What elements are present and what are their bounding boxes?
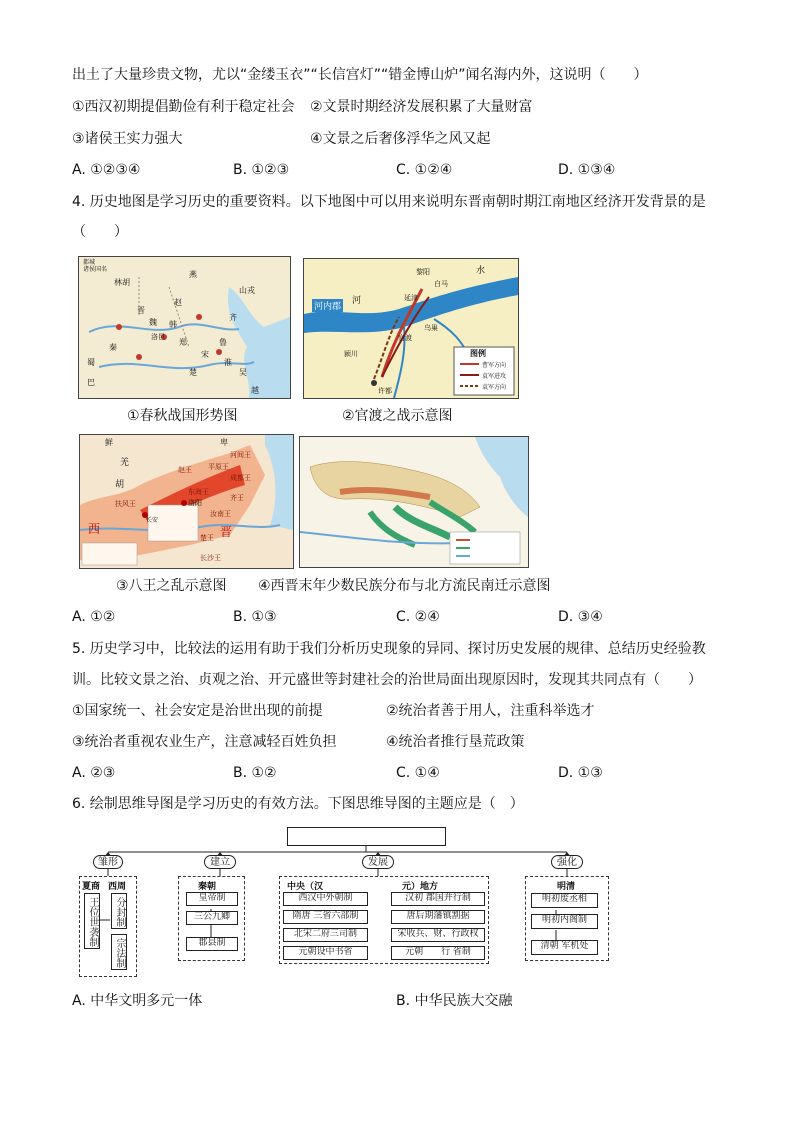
map1-label: 洛邑 [151,333,165,341]
q4-stem: 4. 历史地图是学习历史的重要资料。以下地图中可以用来说明东晋南朝时期江南地区经济开发背景的是 [72,194,706,210]
map2-legend-item: 袁军方向 [482,384,507,391]
central-item-3: 北宋二府三司制 [283,928,368,942]
map3-label: 羌 [120,458,130,468]
establish-item-3: 郡县制 [186,937,238,951]
map1-label: 蜀 [87,358,95,367]
q5-option-c[interactable]: C. ①④ [396,765,440,781]
q6-option-a[interactable]: A. 中华文明多元一体 [72,993,203,1009]
q5-stem-line2: 训。比较文景之治、贞观之治、开元盛世等封建社会的治世局面出现原因时，发现其共同点有（ ） [72,672,702,688]
map3-label: 卑 [220,438,228,447]
map1-label: 宋 [201,350,209,359]
establish-era: 秦朝 [198,882,217,892]
map4-caption: ④西晋末年少数民族分布与北方流民南迁示意图 [258,578,551,594]
map2-label: 乌巢 [424,324,438,332]
q5-statement-4: ④统治者推行垦荒政策 [386,734,525,750]
map3-label: 晋 [220,525,233,539]
q3-statement-2: ②文景时期经济发展积累了大量财富 [310,99,533,115]
q5-statement-1: ①国家统一、社会安定是治世出现的前提 [72,703,323,719]
map3-label: 胡 [115,480,125,490]
mindmap-title-box[interactable] [287,827,446,846]
map1-label: 山戎 [239,286,255,295]
fen-feng-box: 分封制 [111,893,127,929]
central-item-2: 隋唐 三省六部制 [283,910,368,924]
branch-establish: 建立 [204,855,236,869]
map2-label: 颍川 [344,350,358,358]
embryo-western-zhou: 西周 [108,882,127,892]
q5-option-a[interactable]: A. ②③ [72,765,116,781]
map-spring-autumn-legend: 都城 诸侯国名 [83,259,108,273]
q5-option-d[interactable]: D. ①③ [558,765,603,781]
map1-label: 韩 [169,320,177,329]
q6-stem: 6. 绘制思维导图是学习历史的有效方法。下图思维导图的主题应是（ ） [72,796,524,812]
map1-label: 郑 [179,338,187,347]
establish-item-2: 三公九卿 [186,911,238,925]
branch-embryo: 雏形 [93,855,123,869]
central-item-4: 元朝设中书省 [283,946,368,960]
map3-label: 汝南王 [210,510,231,518]
map1-label: 晋 [137,306,145,315]
q3-option-b[interactable]: B. ①②③ [233,162,290,178]
q4-option-b[interactable]: B. ①③ [233,609,277,625]
establish-item-1: 皇帝制 [186,892,238,906]
map1-label: 淮 [224,358,232,367]
map1-label: 鲁 [219,338,227,347]
map1-label: 楚 [189,368,197,377]
map1-label: 林胡 [114,278,130,287]
strengthen-item-1: 明初废丞相 [531,893,598,908]
q4-option-d[interactable]: D. ③④ [558,609,603,625]
map2-label: 河内郡 [312,299,343,312]
central-item-1: 西汉中外朝制 [283,892,368,906]
map1-label: 越 [251,386,259,395]
map1-caption: ①春秋战国形势图 [127,408,238,424]
q5-statement-2: ②统治者善于用人，注重科举选才 [386,703,595,719]
map2-legend-title: 图例 [470,349,486,358]
map3-label: 赵王 [178,466,192,474]
branch-develop: 发展 [362,855,394,869]
q6-option-b[interactable]: B. 中华民族大交融 [396,993,513,1009]
map2-label: 水 [476,266,486,276]
embryo-xia-shang: 夏商 [82,882,101,892]
map2-legend-item: 曹军方向 [482,362,507,369]
map3-caption: ③八王之乱示意图 [116,578,227,594]
q3-statement-4: ④文景之后奢侈浮华之风又起 [310,131,491,147]
map2-label: 黎阳 [416,268,430,276]
q5-option-b[interactable]: B. ①② [233,765,277,781]
local-item-3: 宋收兵、财、行政权 [391,928,485,942]
map1-label: 燕 [189,270,197,279]
strengthen-item-3: 清朝 军机处 [531,940,598,955]
map2-label: 官渡 [398,334,412,342]
map1-label: 秦 [109,343,117,352]
develop-header-left: 中央（汉 [287,882,324,892]
zong-fa-box: 宗法制 [111,934,127,970]
q5-stem-line1: 5. 历史学习中，比较法的运用有助于我们分析历史现象的异同、探讨历史发展的规律、总结历史经验教 [72,641,706,657]
map3-label: 东海王 [188,488,209,496]
map3-label: 齐王 [230,494,244,502]
q3-statement-3: ③诸侯王实力强大 [72,131,183,147]
map3-label: 鲜 [105,438,113,447]
map2-label: 白马 [434,280,448,288]
q3-option-a[interactable]: A. ①②③④ [72,162,141,178]
q3-stem: 出土了大量珍贵文物，尤以“金缕玉衣”“长信宫灯”“错金博山炉”闻名海内外，这说明（ ） [72,67,648,83]
map1-label: 魏 [149,318,157,327]
map3-label: 扶风王 [115,500,136,508]
map2-legend-item: 袁军进攻 [482,373,507,380]
local-item-1: 汉初 郡国并行制 [391,892,485,906]
wang-wei-box: 王位世袭制 [84,893,100,949]
q3-option-d[interactable]: D. ①③④ [558,162,616,178]
map3-label: 长沙王 [200,554,221,562]
q4-option-c[interactable]: C. ②④ [396,609,440,625]
map2-label: 延津 [404,294,418,302]
map3-label: 西 [88,522,101,536]
local-item-2: 唐后期藩镇割据 [391,910,485,924]
map2-label: 许都 [378,387,392,395]
map3-label: 成都王 [230,474,251,482]
map1-label: 吴 [239,368,247,377]
map1-label: 巴 [87,378,95,387]
q3-option-c[interactable]: C. ①②④ [396,162,453,178]
map3-label: 洛阳 [188,499,202,507]
branch-strengthen: 强化 [551,855,583,869]
map3-label: 平原王 [208,463,229,471]
q5-statement-3: ③统治者重视农业生产，注意减轻百姓负担 [72,734,337,750]
map3-label: 河间王 [230,451,251,459]
map2-caption: ②官渡之战示意图 [342,408,453,424]
map1-label: 赵 [174,298,182,307]
map3-label: 长安 [146,517,159,524]
map1-label: 齐 [229,313,237,322]
map2-label: 河 [352,296,362,306]
q4-stem-paren: （ ） [72,224,128,240]
q3-statement-1: ①西汉初期提倡勤俭有利于稳定社会 [72,99,295,115]
local-item-4: 元朝 行 省制 [391,946,485,960]
map3-label: 楚王 [200,534,214,542]
strengthen-item-2: 明初内阁制 [531,914,598,929]
develop-header-right: 元）地方 [402,882,439,892]
strengthen-era: 明清 [557,882,576,892]
q4-option-a[interactable]: A. ①② [72,609,116,625]
